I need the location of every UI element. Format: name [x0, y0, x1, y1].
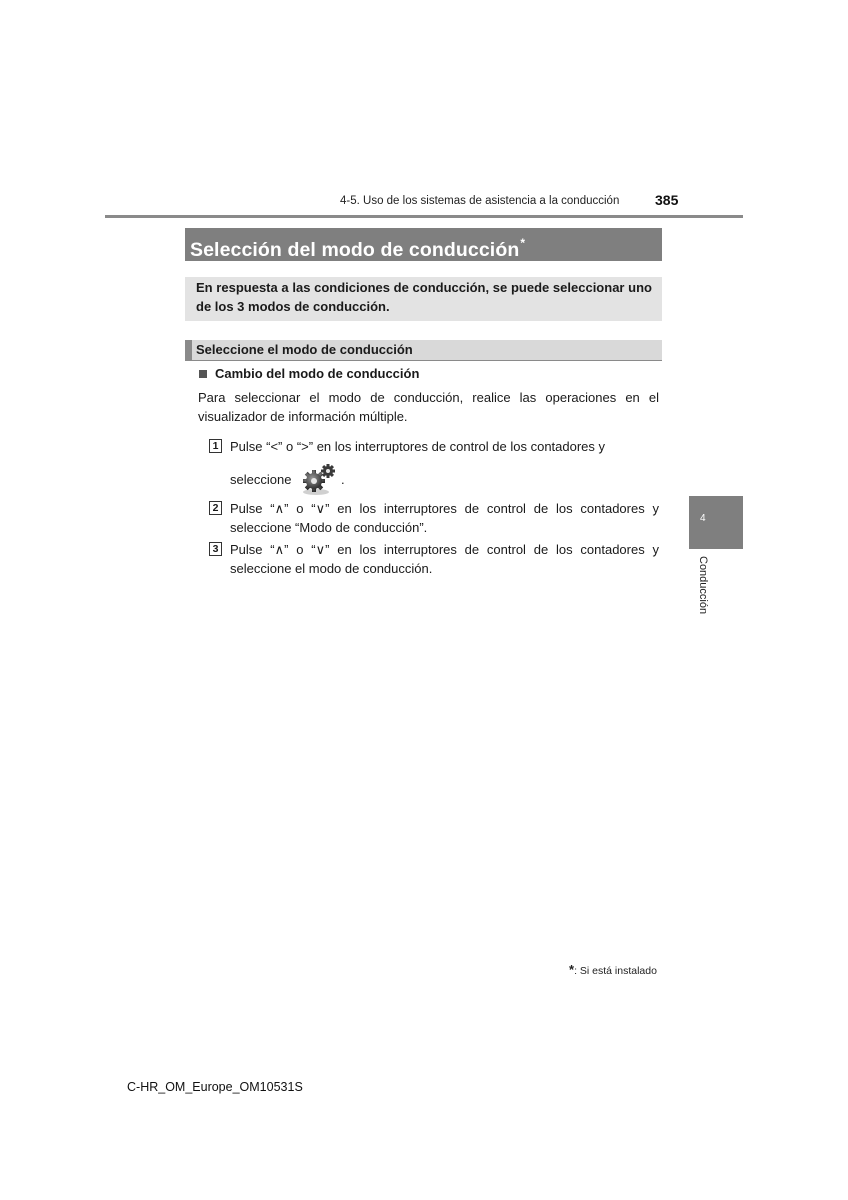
square-bullet-icon: [199, 370, 207, 378]
page-title: [185, 228, 662, 261]
section-heading: Cambio del modo de conducción: [215, 366, 420, 381]
footnote: [569, 962, 657, 977]
page-title-text: Selección del modo de conducción: [190, 239, 520, 261]
step-1-text: Pulse “<” o “>” en los interruptores de control de los contadores y: [230, 439, 606, 454]
subheading-bar: Seleccione el modo de conducción: [185, 340, 662, 360]
document-id: C-HR_OM_Europe_OM10531S: [127, 1080, 303, 1094]
step-number-2: 2: [209, 501, 222, 515]
step-1-period: .: [341, 472, 345, 487]
intro-box: En respuesta a las condiciones de conducción, se puede seleccionar uno de los 3 modos de conducción.: [185, 277, 662, 321]
step-number-1: 1: [209, 439, 222, 453]
step-2-text: Pulse “∧” o “∨” en los interruptores de control de los contadores y seleccione “Modo de conducción”.: [230, 501, 659, 535]
step-number-3: 3: [209, 542, 222, 556]
page-number: 385: [655, 192, 679, 208]
chapter-number: 4: [700, 513, 706, 524]
section-paragraph: Para seleccionar el modo de conducción, realice las operaciones en el visualizador de información múltiple.: [198, 390, 659, 424]
chapter-tab: [689, 496, 743, 549]
step-3-text: Pulse “∧” o “∨” en los interruptores de control de los contadores y seleccione el modo de conducción.: [230, 542, 659, 576]
running-header: 4-5. Uso de los sistemas de asistencia a la conducción: [340, 195, 620, 207]
step-1-text-cont: seleccione: [230, 472, 292, 487]
chapter-label: Conducción: [697, 556, 709, 615]
subheading-rule: [185, 360, 662, 361]
gears-icon: [298, 462, 338, 496]
title-asterisk: *: [520, 236, 526, 250]
footnote-text: : Si está instalado: [574, 965, 657, 977]
footnote-asterisk: *: [569, 962, 575, 977]
header-rule: [105, 215, 743, 218]
